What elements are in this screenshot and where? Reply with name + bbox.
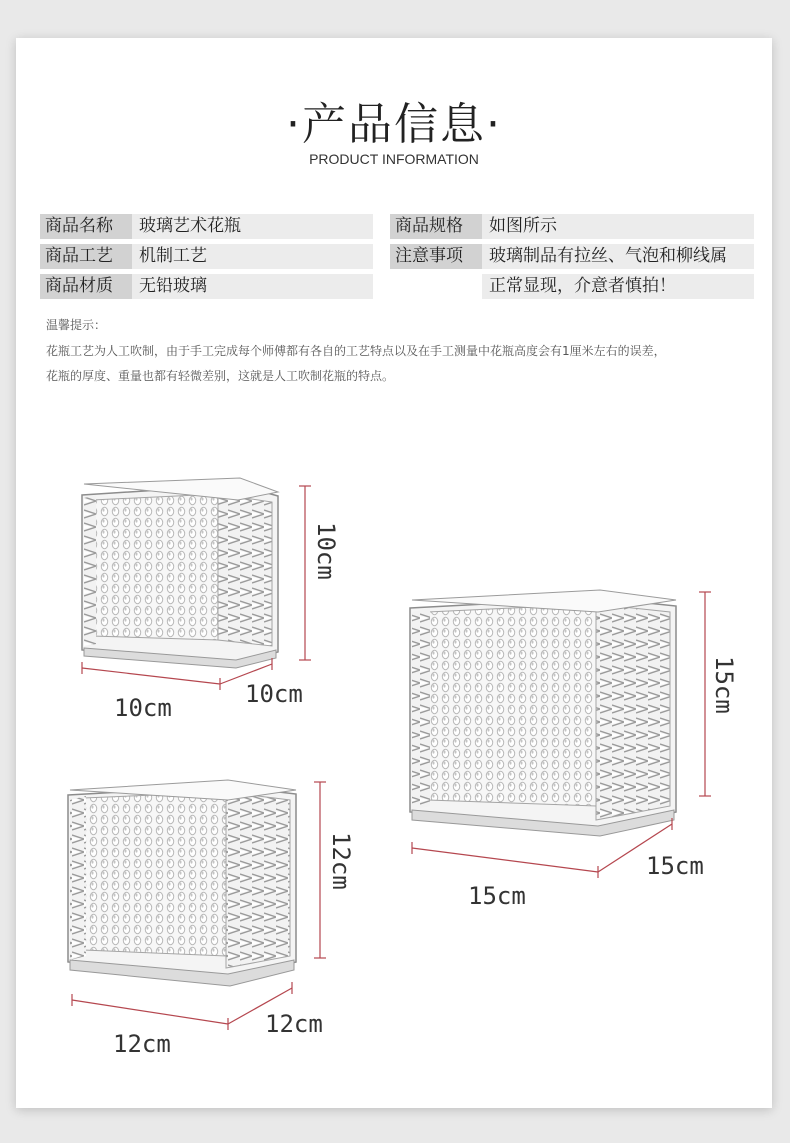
vase-medium xyxy=(68,780,296,986)
large-depth-label: 15cm xyxy=(646,852,704,880)
page-title: ·产品信息· xyxy=(286,99,502,150)
tip-line: 花瓶的厚度、重量也都有轻微差别，这就是人工吹制花瓶的特点。 xyxy=(46,369,395,383)
medium-width-label: 12cm xyxy=(113,1030,171,1058)
info-value: 正常显现，介意者慎拍！ xyxy=(482,274,754,299)
info-label: 商品材质 xyxy=(40,274,132,299)
info-value: 玻璃艺术花瓶 xyxy=(132,214,373,239)
info-value: 如图所示 xyxy=(482,214,754,239)
small-depth-label: 10cm xyxy=(245,680,303,708)
info-value: 玻璃制品有拉丝、气泡和柳线属 xyxy=(482,244,754,269)
vase-large xyxy=(410,590,676,836)
info-value: 机制工艺 xyxy=(132,244,373,269)
page-subtitle: PRODUCT INFORMATION xyxy=(309,151,479,167)
vase-small xyxy=(82,478,278,668)
tip-line: 花瓶工艺为人工吹制，由于手工完成每个师傅都有各自的工艺特点以及在手工测量中花瓶高度会有1厘米左右的误差， xyxy=(46,344,666,358)
small-height-label: 10cm xyxy=(312,522,340,580)
info-value: 无铅玻璃 xyxy=(132,274,373,299)
info-label: 商品名称 xyxy=(40,214,132,239)
info-label: 商品工艺 xyxy=(40,244,132,269)
info-label: 商品规格 xyxy=(390,214,482,239)
medium-depth-label: 12cm xyxy=(265,1010,323,1038)
large-width-label: 15cm xyxy=(468,882,526,910)
tip-heading: 温馨提示： xyxy=(46,318,107,332)
medium-height-label: 12cm xyxy=(327,832,355,890)
small-width-label: 10cm xyxy=(114,694,172,722)
info-label: 注意事项 xyxy=(390,244,482,269)
large-height-label: 15cm xyxy=(710,656,738,714)
